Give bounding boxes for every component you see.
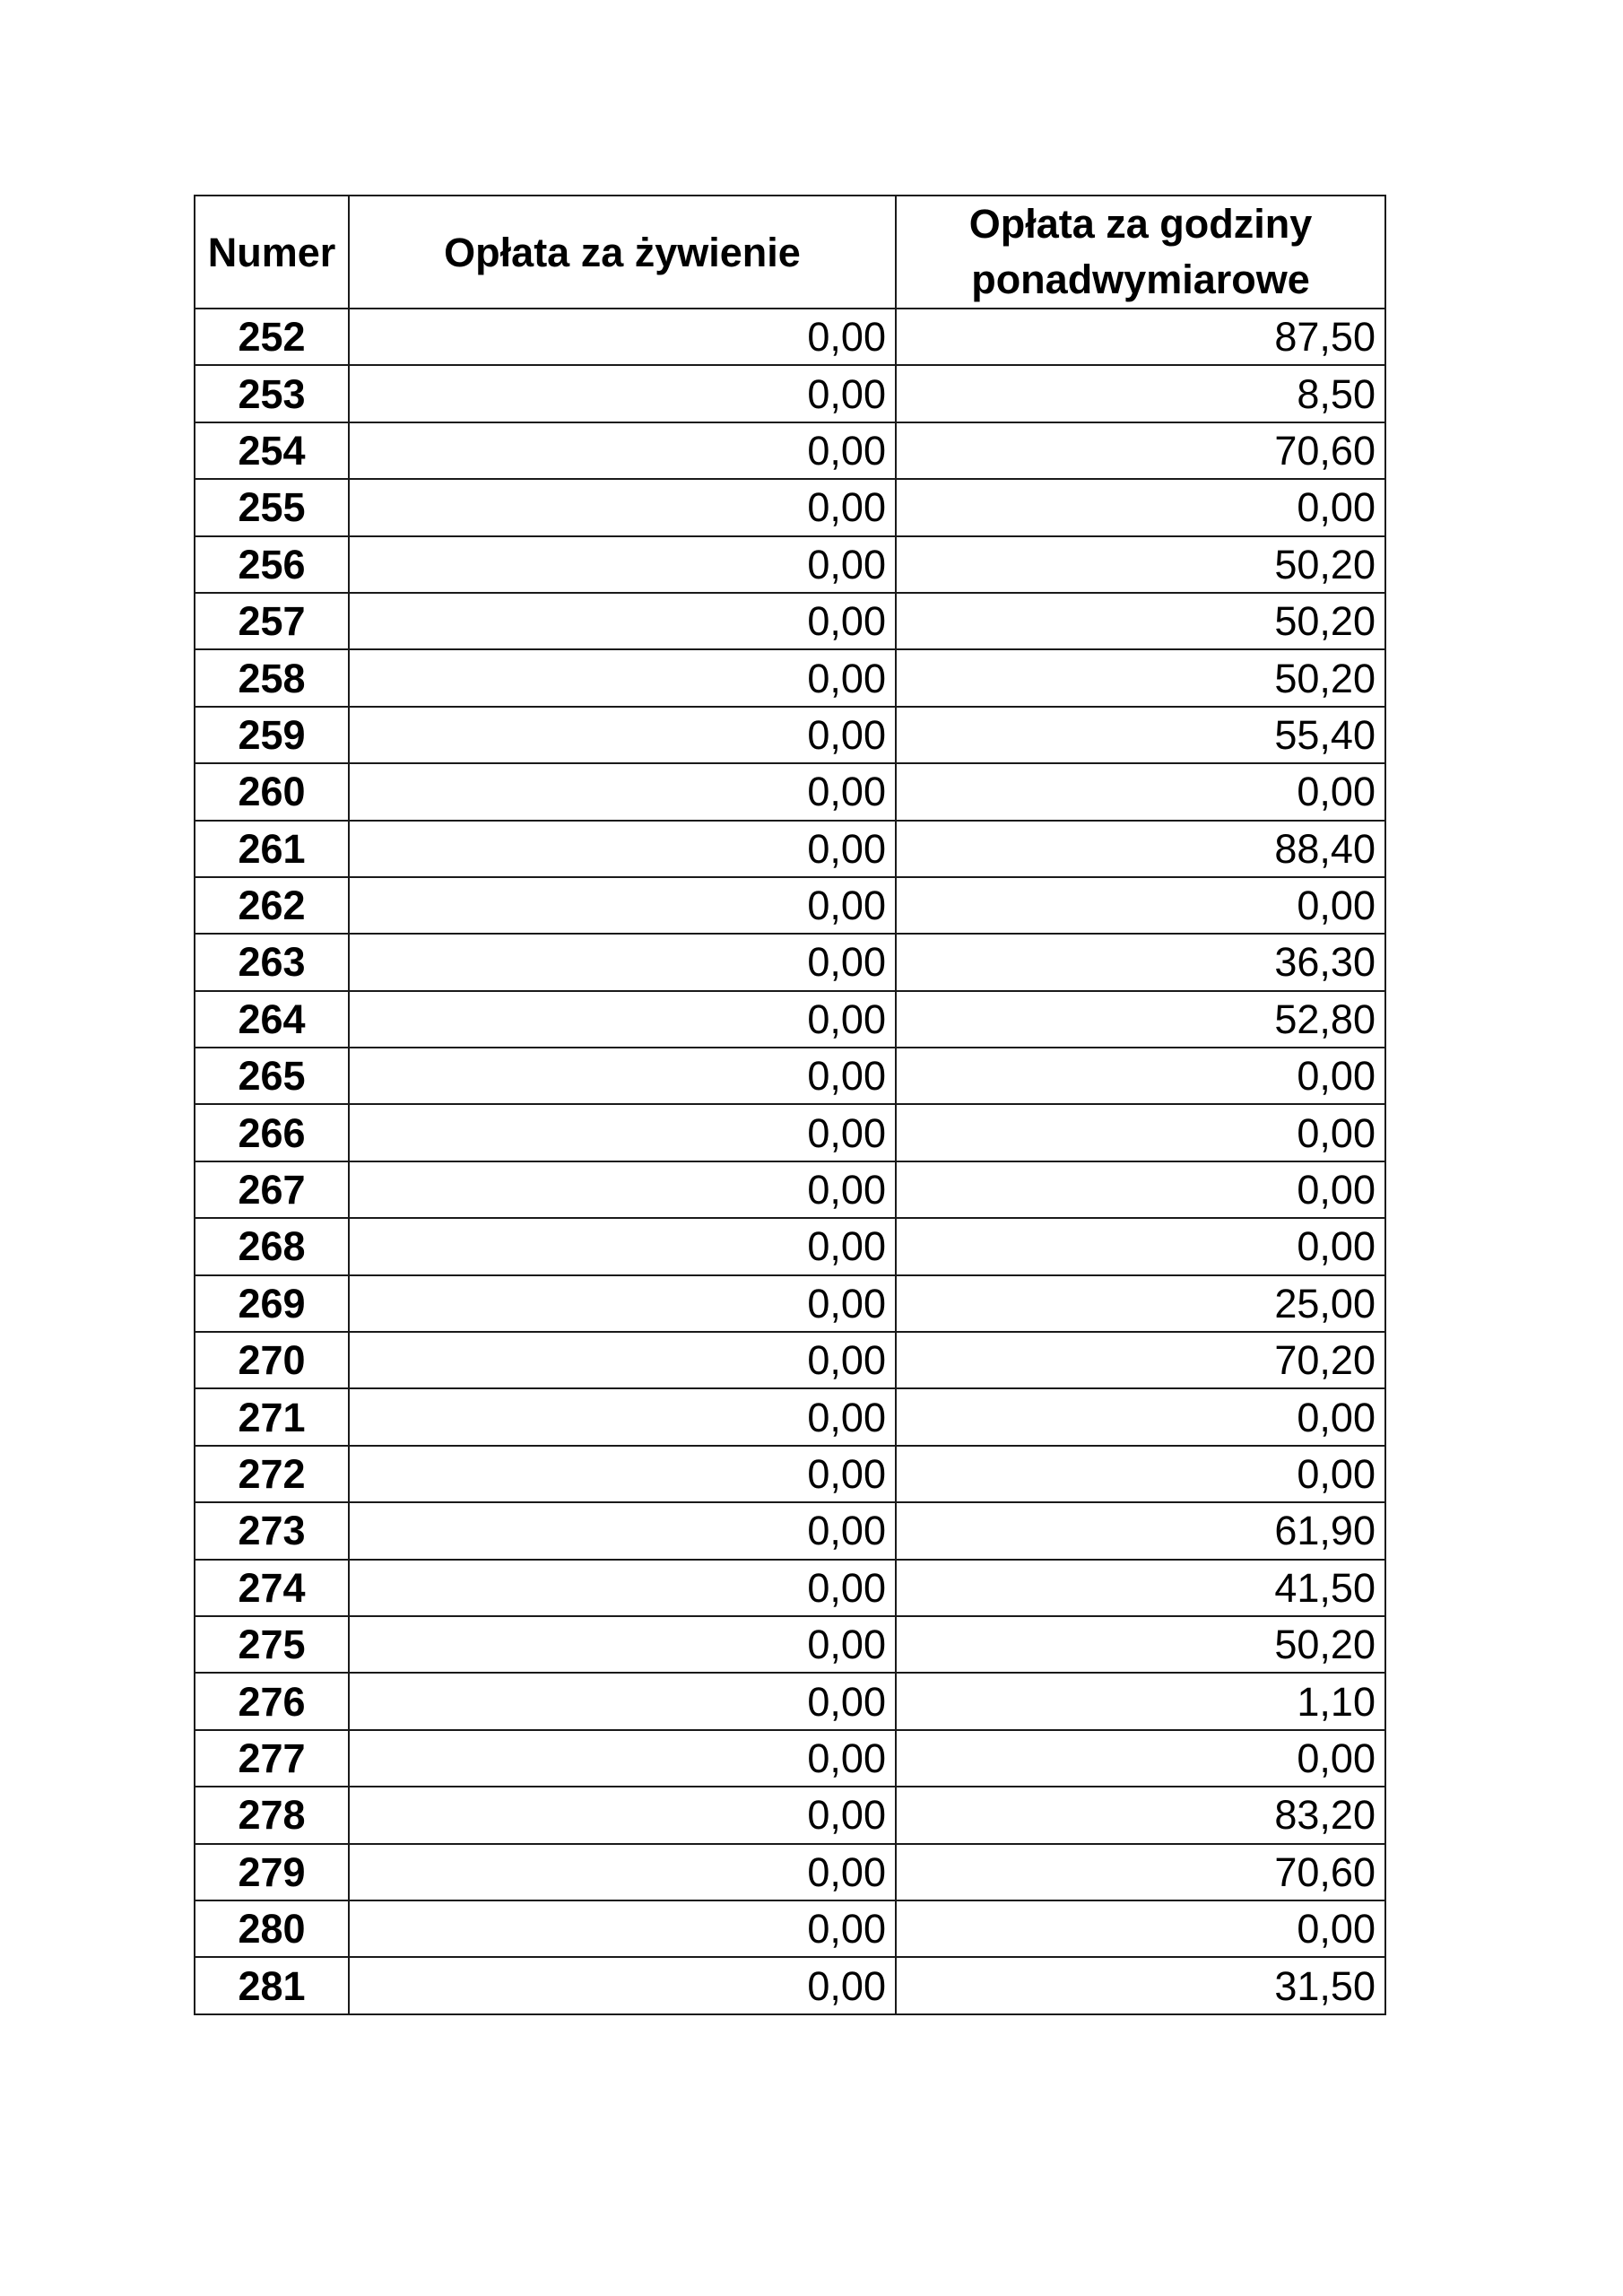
row-number: 274 xyxy=(195,1560,349,1616)
food-fee-value: 0,00 xyxy=(349,707,896,763)
food-fee-value: 0,00 xyxy=(349,877,896,934)
food-fee-value: 0,00 xyxy=(349,934,896,990)
row-number: 269 xyxy=(195,1275,349,1332)
overtime-fee-value: 61,90 xyxy=(896,1502,1385,1559)
overtime-fee-value: 50,20 xyxy=(896,1616,1385,1673)
table-row xyxy=(195,1218,1385,1274)
food-fee-value: 0,00 xyxy=(349,593,896,649)
row-number: 272 xyxy=(195,1446,349,1502)
table-row xyxy=(195,934,1385,990)
table-row xyxy=(195,1104,1385,1161)
food-fee-value: 0,00 xyxy=(349,309,896,365)
food-fee-value: 0,00 xyxy=(349,821,896,877)
overtime-fee-value: 0,00 xyxy=(896,1048,1385,1104)
row-number: 275 xyxy=(195,1616,349,1673)
overtime-fee-value: 50,20 xyxy=(896,649,1385,706)
table-row xyxy=(195,1957,1385,2013)
food-fee-value: 0,00 xyxy=(349,1957,896,2013)
table-row xyxy=(195,1787,1385,1843)
row-number: 277 xyxy=(195,1730,349,1787)
table-row xyxy=(195,649,1385,706)
overtime-fee-value: 0,00 xyxy=(896,1104,1385,1161)
food-fee-value: 0,00 xyxy=(349,649,896,706)
food-fee-value: 0,00 xyxy=(349,1900,896,1957)
overtime-fee-value: 52,80 xyxy=(896,991,1385,1048)
overtime-fee-value: 0,00 xyxy=(896,479,1385,535)
overtime-fee-value: 0,00 xyxy=(896,1730,1385,1787)
row-number: 264 xyxy=(195,991,349,1048)
row-number: 252 xyxy=(195,309,349,365)
header-overtime-fee: Opłata za godziny ponadwymiarowe xyxy=(896,196,1385,309)
row-number: 263 xyxy=(195,934,349,990)
row-number: 262 xyxy=(195,877,349,934)
overtime-fee-value: 70,20 xyxy=(896,1332,1385,1388)
table-row xyxy=(195,1446,1385,1502)
row-number: 270 xyxy=(195,1332,349,1388)
table-row xyxy=(195,1502,1385,1559)
table-row xyxy=(195,593,1385,649)
food-fee-value: 0,00 xyxy=(349,1104,896,1161)
overtime-fee-value: 8,50 xyxy=(896,365,1385,422)
table-row xyxy=(195,536,1385,593)
overtime-fee-value: 55,40 xyxy=(896,707,1385,763)
row-number: 279 xyxy=(195,1844,349,1900)
header-food-fee: Opłata za żywienie xyxy=(349,196,896,309)
table-row xyxy=(195,1673,1385,1729)
table-row xyxy=(195,763,1385,820)
table-row xyxy=(195,707,1385,763)
row-number: 260 xyxy=(195,763,349,820)
fees-table xyxy=(194,195,1386,2015)
overtime-fee-value: 31,50 xyxy=(896,1957,1385,2013)
row-number: 256 xyxy=(195,536,349,593)
row-number: 265 xyxy=(195,1048,349,1104)
row-number: 254 xyxy=(195,422,349,479)
row-number: 271 xyxy=(195,1388,349,1445)
food-fee-value: 0,00 xyxy=(349,1388,896,1445)
food-fee-value: 0,00 xyxy=(349,1616,896,1673)
food-fee-value: 0,00 xyxy=(349,991,896,1048)
table-row xyxy=(195,821,1385,877)
row-number: 276 xyxy=(195,1673,349,1729)
food-fee-value: 0,00 xyxy=(349,422,896,479)
overtime-fee-value: 83,20 xyxy=(896,1787,1385,1843)
row-number: 278 xyxy=(195,1787,349,1843)
header-number: Numer xyxy=(195,196,349,309)
table-row xyxy=(195,1161,1385,1218)
table-row xyxy=(195,1388,1385,1445)
overtime-fee-value: 36,30 xyxy=(896,934,1385,990)
table-row xyxy=(195,309,1385,365)
food-fee-value: 0,00 xyxy=(349,1560,896,1616)
food-fee-value: 0,00 xyxy=(349,365,896,422)
row-number: 281 xyxy=(195,1957,349,2013)
overtime-fee-value: 50,20 xyxy=(896,536,1385,593)
overtime-fee-value: 50,20 xyxy=(896,593,1385,649)
row-number: 268 xyxy=(195,1218,349,1274)
row-number: 255 xyxy=(195,479,349,535)
overtime-fee-value: 41,50 xyxy=(896,1560,1385,1616)
table-row xyxy=(195,1730,1385,1787)
overtime-fee-value: 88,40 xyxy=(896,821,1385,877)
table-row xyxy=(195,365,1385,422)
table-row xyxy=(195,1616,1385,1673)
table-row xyxy=(195,422,1385,479)
overtime-fee-value: 0,00 xyxy=(896,1161,1385,1218)
overtime-fee-value: 70,60 xyxy=(896,1844,1385,1900)
row-number: 266 xyxy=(195,1104,349,1161)
row-number: 267 xyxy=(195,1161,349,1218)
food-fee-value: 0,00 xyxy=(349,1446,896,1502)
table-row xyxy=(195,1048,1385,1104)
header-row xyxy=(195,196,1385,309)
food-fee-value: 0,00 xyxy=(349,479,896,535)
overtime-fee-value: 0,00 xyxy=(896,1388,1385,1445)
row-number: 280 xyxy=(195,1900,349,1957)
table-row xyxy=(195,1332,1385,1388)
table-row xyxy=(195,1844,1385,1900)
overtime-fee-value: 70,60 xyxy=(896,422,1385,479)
overtime-fee-value: 0,00 xyxy=(896,1446,1385,1502)
table-row xyxy=(195,479,1385,535)
food-fee-value: 0,00 xyxy=(349,1730,896,1787)
food-fee-value: 0,00 xyxy=(349,536,896,593)
overtime-fee-value: 25,00 xyxy=(896,1275,1385,1332)
food-fee-value: 0,00 xyxy=(349,1218,896,1274)
row-number: 273 xyxy=(195,1502,349,1559)
row-number: 253 xyxy=(195,365,349,422)
row-number: 259 xyxy=(195,707,349,763)
food-fee-value: 0,00 xyxy=(349,1502,896,1559)
overtime-fee-value: 0,00 xyxy=(896,763,1385,820)
overtime-fee-value: 0,00 xyxy=(896,1218,1385,1274)
overtime-fee-value: 87,50 xyxy=(896,309,1385,365)
food-fee-value: 0,00 xyxy=(349,1332,896,1388)
food-fee-value: 0,00 xyxy=(349,1844,896,1900)
table-row xyxy=(195,1900,1385,1957)
overtime-fee-value: 1,10 xyxy=(896,1673,1385,1729)
food-fee-value: 0,00 xyxy=(349,1161,896,1218)
table-body xyxy=(195,309,1385,2014)
overtime-fee-value: 0,00 xyxy=(896,1900,1385,1957)
table-row xyxy=(195,1275,1385,1332)
row-number: 258 xyxy=(195,649,349,706)
food-fee-value: 0,00 xyxy=(349,763,896,820)
table-row xyxy=(195,877,1385,934)
food-fee-value: 0,00 xyxy=(349,1048,896,1104)
table-header xyxy=(195,196,1385,309)
food-fee-value: 0,00 xyxy=(349,1673,896,1729)
row-number: 257 xyxy=(195,593,349,649)
food-fee-value: 0,00 xyxy=(349,1787,896,1843)
row-number: 261 xyxy=(195,821,349,877)
table-row xyxy=(195,991,1385,1048)
overtime-fee-value: 0,00 xyxy=(896,877,1385,934)
table-row xyxy=(195,1560,1385,1616)
food-fee-value: 0,00 xyxy=(349,1275,896,1332)
